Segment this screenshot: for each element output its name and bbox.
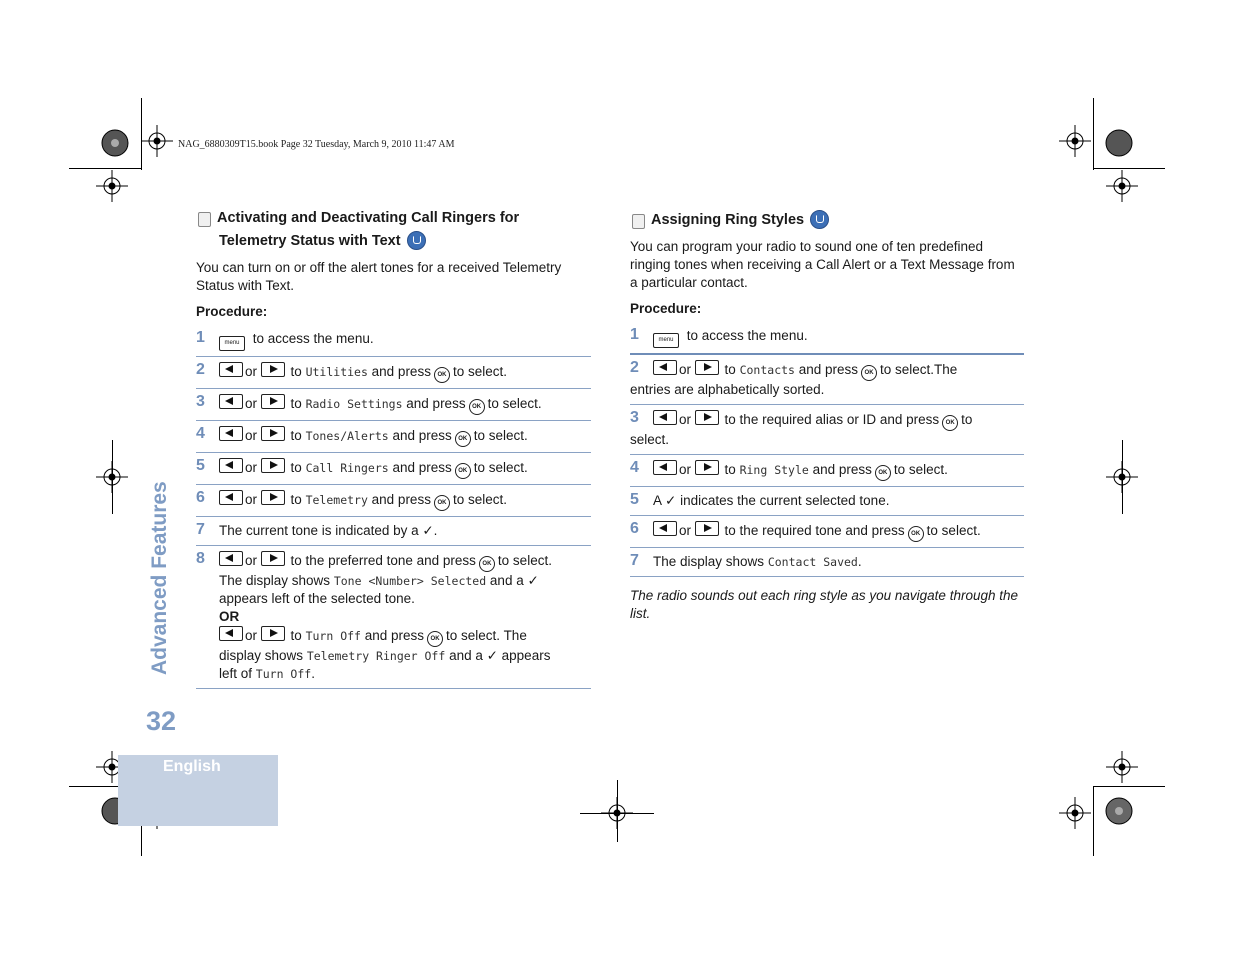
ok-key-icon: OK	[455, 463, 471, 479]
step-number: 3	[196, 393, 205, 410]
ok-key-icon: OK	[861, 365, 877, 381]
left-arrow-key-icon	[653, 521, 677, 536]
step-8-line-d: or to Turn Off and press OK to select. The	[219, 626, 591, 647]
menu-option: Utilities	[305, 365, 368, 379]
right-arrow-key-icon	[695, 410, 719, 425]
menu-key-icon: menu	[219, 336, 245, 351]
ok-key-icon: OK	[455, 431, 471, 447]
right-arrow-key-icon	[261, 551, 285, 566]
left-procedure-label: Procedure:	[196, 304, 268, 319]
ok-key-icon: OK	[427, 631, 443, 647]
step-number: 1	[196, 329, 205, 346]
left-arrow-key-icon	[219, 394, 243, 409]
step-number: 1	[630, 326, 639, 343]
right-intro: You can program your radio to sound one of ten predefined ringing tones when receiving a Call Alert or a Text Message from a particular contact.	[630, 239, 1015, 290]
step-8-line-b: The display shows Tone <Number> Selected and a ✓	[219, 573, 539, 588]
left-arrow-key-icon	[219, 490, 243, 505]
left-arrow-key-icon	[653, 410, 677, 425]
ok-key-icon: OK	[942, 415, 958, 431]
left-arrow-key-icon	[653, 460, 677, 475]
step-number: 4	[630, 459, 639, 476]
left-arrow-key-icon	[219, 626, 243, 641]
step-1	[630, 322, 1024, 355]
step-number: 3	[630, 409, 639, 426]
step-2: 2 or to Contacts and press OK to select.The entries are alphabetically sorted.	[630, 355, 1024, 405]
left-title-line1: Activating and Deactivating Call Ringers for	[217, 210, 520, 226]
step-5	[630, 487, 1024, 516]
right-arrow-key-icon	[261, 490, 285, 505]
left-column	[196, 207, 591, 689]
chapter-side-label: Advanced Features	[148, 481, 171, 675]
left-arrow-key-icon	[219, 551, 243, 566]
step-text: to access the menu.	[252, 331, 374, 346]
step-6: 6 or to the required tone and press OK to select.	[630, 516, 1024, 548]
display-message: Contact Saved	[767, 555, 858, 569]
left-arrow-key-icon	[219, 458, 243, 473]
left-intro: You can turn on or off the alert tones for a received Telemetry Status with Text.	[196, 260, 562, 293]
ok-key-icon: OK	[434, 495, 450, 511]
left-arrow-key-icon	[653, 360, 677, 375]
menu-option: Call Ringers	[305, 461, 389, 475]
step-7	[196, 517, 591, 546]
step-number: 6	[196, 489, 205, 506]
right-note: The radio sounds out each ring style as you navigate through the list.	[630, 588, 1018, 621]
right-arrow-key-icon	[261, 394, 285, 409]
left-arrow-key-icon	[219, 362, 243, 377]
step-number: 5	[630, 491, 639, 508]
menu-option: Tones/Alerts	[305, 429, 389, 443]
step-number: 2	[630, 359, 639, 376]
left-steps	[196, 325, 591, 689]
step-number: 2	[196, 361, 205, 378]
right-arrow-key-icon	[261, 458, 285, 473]
step-text: The current tone is indicated by a ✓.	[219, 523, 438, 538]
section-icon	[632, 214, 645, 229]
step-number: 7	[196, 521, 205, 538]
language-label: English	[163, 758, 221, 775]
ok-key-icon: OK	[469, 399, 485, 415]
ok-key-icon: OK	[875, 465, 891, 481]
right-section-title	[630, 209, 1024, 232]
step-number: 5	[196, 457, 205, 474]
step-6: 6 or to Telemetry and press OK to select.	[196, 485, 591, 517]
right-column	[630, 209, 1024, 623]
section-icon	[198, 212, 211, 227]
right-arrow-key-icon	[261, 362, 285, 377]
step-8-line-f: left of Turn Off.	[219, 666, 315, 681]
step-number: 7	[630, 552, 639, 569]
step-4: 4 or to Tones/Alerts and press OK to select.	[196, 421, 591, 453]
step-text: A ✓ indicates the current selected tone.	[653, 493, 890, 508]
book-header: NAG_6880309T15.book Page 32 Tuesday, March 9, 2010 11:47 AM	[178, 139, 455, 150]
step-number: 4	[196, 425, 205, 442]
left-arrow-key-icon	[219, 426, 243, 441]
step-8-line-e: display shows Telemetry Ringer Off and a ✓ appears	[219, 648, 551, 663]
menu-option: Radio Settings	[305, 397, 403, 411]
right-procedure-label: Procedure:	[630, 301, 702, 316]
step-number: 6	[630, 520, 639, 537]
step-8-or: OR	[219, 609, 240, 624]
step-1	[196, 325, 591, 357]
page-number: 32	[146, 706, 177, 736]
right-arrow-key-icon	[695, 521, 719, 536]
ok-key-icon: OK	[908, 526, 924, 542]
ok-key-icon: OK	[434, 367, 450, 383]
step-8-line-a: or to the preferred tone and press OK to select.	[219, 551, 591, 572]
step-8-line-c: appears left of the selected tone.	[219, 591, 415, 606]
step-8	[196, 546, 591, 689]
trunking-badge-icon	[810, 210, 829, 229]
ok-key-icon: OK	[479, 556, 495, 572]
right-arrow-key-icon	[261, 426, 285, 441]
step-5: 5 or to Call Ringers and press OK to select.	[196, 453, 591, 485]
right-steps	[630, 322, 1024, 577]
right-title-text: Assigning Ring Styles	[651, 212, 805, 228]
menu-option: Ring Style	[739, 463, 809, 477]
trunking-badge-icon	[407, 231, 426, 250]
left-title-line2: Telemetry Status with Text	[196, 230, 591, 253]
menu-option: Contacts	[739, 363, 795, 377]
right-arrow-key-icon	[695, 360, 719, 375]
right-arrow-key-icon	[695, 460, 719, 475]
step-text: to access the menu.	[686, 328, 808, 343]
step-number: 8	[196, 550, 205, 567]
menu-option: Telemetry	[305, 493, 368, 507]
step-3: 3 or to the required alias or ID and press OK to select.	[630, 405, 1024, 455]
left-section-title	[196, 207, 591, 253]
menu-key-icon: menu	[653, 333, 679, 348]
step-4: 4 or to Ring Style and press OK to select.	[630, 455, 1024, 487]
step-2: 2 or to Utilities and press OK to select.	[196, 357, 591, 389]
right-arrow-key-icon	[261, 626, 285, 641]
step-3: 3 or to Radio Settings and press OK to select.	[196, 389, 591, 421]
step-7: 7 The display shows Contact Saved.	[630, 548, 1024, 577]
